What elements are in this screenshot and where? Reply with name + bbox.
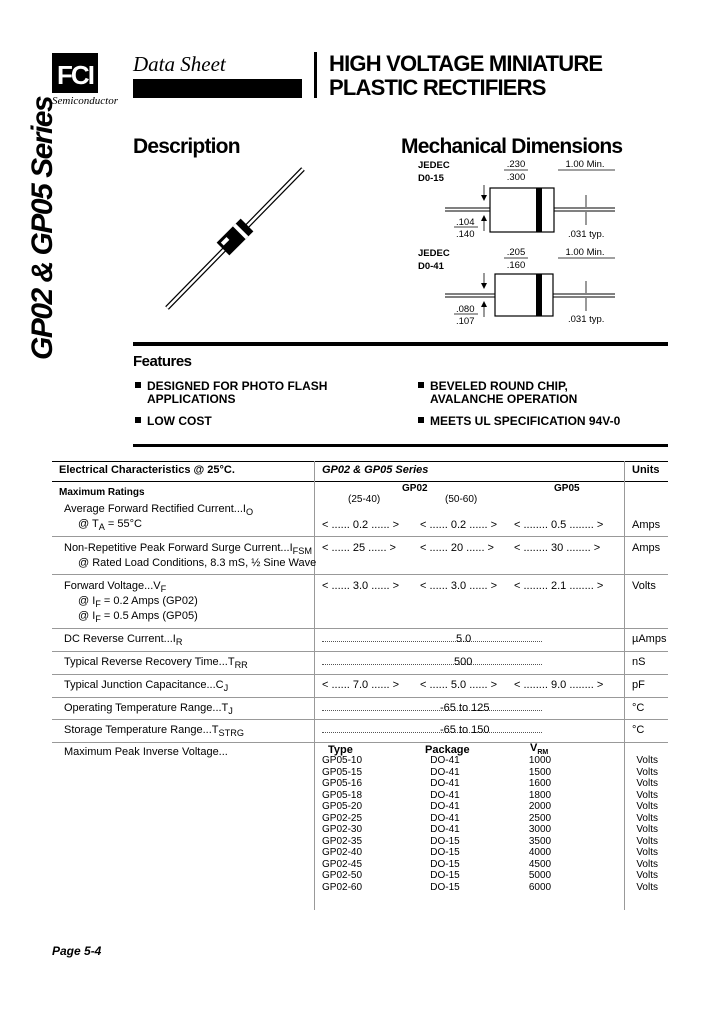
- row-condition: @ $I_F = 0.5$ Amps (GP05): [78, 610, 198, 625]
- bullet-icon: [135, 417, 141, 423]
- do15-len-b: .300: [506, 172, 526, 183]
- mpiv-type: GP02-50: [322, 870, 363, 881]
- mpiv-row: [322, 824, 658, 836]
- row-condition: @ $T_A = 55^\circ C$: [78, 518, 142, 533]
- header-bar: [133, 79, 302, 98]
- feature-item: BEVELED ROUND CHIP, AVALANCHE OPERATION: [418, 380, 577, 406]
- value-gp02-b: < ...... 5.0 ...... >: [420, 679, 498, 691]
- page-title: [329, 52, 602, 100]
- mpiv-row: [322, 755, 658, 767]
- do41-name: D0-41: [418, 261, 444, 272]
- value-gp05: < ........ 30 ........ >: [514, 542, 601, 554]
- mpiv-package: DO-15: [430, 858, 460, 870]
- mpiv-type: GP02-35: [322, 835, 363, 847]
- logo-text: FCI: [57, 60, 93, 90]
- mpiv-v: 5000: [528, 870, 552, 881]
- row-label: Average Forward Rectified $Current...I_O$: [64, 503, 254, 518]
- do41-len-b: .160: [506, 260, 526, 271]
- mpiv-row: [322, 836, 658, 848]
- feature-item: DESIGNED FOR PHOTO FLASH APPLICATIONS: [135, 380, 327, 406]
- value-single: 500: [454, 656, 473, 668]
- mpiv-v: 3500: [528, 835, 552, 847]
- leader-dots: [322, 698, 542, 711]
- do41-dia-a: .080: [456, 304, 475, 315]
- mpiv-v: 1600: [528, 778, 552, 789]
- mpiv-row: [322, 778, 658, 790]
- row-label: Typical Junction $Capacitance...C_J$: [64, 679, 229, 694]
- mpiv-v: 2500: [528, 812, 552, 824]
- value-gp02-a: < ...... 0.2 ...... >: [322, 519, 400, 531]
- title-line-2: PLASTIC RECTIFIERS: [329, 75, 546, 100]
- do15-dia-a: .104: [456, 217, 475, 228]
- mpiv-row: [322, 882, 658, 894]
- value-single: 5.0: [456, 633, 472, 645]
- table-series: GP02 & GP05 Series: [322, 464, 429, 476]
- mpiv-v: 4500: [528, 858, 552, 870]
- mpiv-unit: Volts: [636, 755, 658, 766]
- mpiv-v: 1800: [528, 789, 552, 801]
- logo-subtitle: Semiconductor: [52, 95, 118, 107]
- mpiv-table: [322, 755, 658, 893]
- unit: Volts: [632, 580, 656, 592]
- mpiv-v: 1500: [528, 766, 552, 778]
- do15-package: JEDEC: [418, 160, 450, 171]
- row-label: Non-Repetitive Peak Forward Surge $Current...I_{FSM}$: [64, 542, 312, 557]
- mpiv-type: GP05-20: [322, 801, 363, 812]
- leader-dots: [322, 652, 542, 665]
- value-gp02-a: < ...... 7.0 ...... >: [322, 679, 400, 691]
- do41-package: JEDEC: [418, 248, 450, 259]
- col-type: Type: [328, 744, 353, 756]
- mpiv-type: GP05-10: [322, 755, 363, 766]
- value-gp02-b: < ...... 20 ...... >: [420, 542, 494, 554]
- value-gp05: < ........ 2.1 ........ >: [514, 580, 604, 592]
- mpiv-type: GP05-18: [322, 789, 363, 801]
- mpiv-package: DO-41: [430, 824, 460, 835]
- title-line-1: HIGH VOLTAGE MINIATURE: [329, 51, 603, 76]
- mpiv-label: Maximum Peak Inverse Voltage...: [64, 746, 228, 758]
- max-ratings-label: Maximum Ratings: [59, 487, 145, 498]
- do41-len-a: .205: [506, 247, 526, 258]
- features-divider: [133, 444, 668, 447]
- mpiv-unit: Volts: [636, 789, 658, 801]
- do15-lead-dia: .031 typ.: [568, 229, 605, 240]
- mpiv-row: [322, 790, 658, 802]
- mpiv-unit: Volts: [636, 801, 658, 812]
- unit: nS: [632, 656, 646, 668]
- leader-dots: [322, 720, 542, 733]
- leader-dots: [322, 629, 542, 642]
- mpiv-row: [322, 801, 658, 813]
- do41-dia-b: .107: [456, 316, 475, 327]
- col-package: Package: [425, 744, 470, 756]
- feature-item: LOW COST: [135, 415, 212, 428]
- mpiv-unit: Volts: [636, 870, 658, 881]
- bullet-icon: [135, 382, 141, 388]
- gp05-header: GP05: [554, 483, 580, 494]
- mechanical-heading: Mechanical Dimensions: [401, 135, 623, 158]
- features-heading: Features: [133, 353, 192, 370]
- row-label: Forward $Voltage...V_F$: [64, 580, 167, 595]
- mpiv-type: GP05-15: [322, 766, 363, 778]
- mpiv-unit: Volts: [636, 778, 658, 789]
- mpiv-package: DO-41: [430, 789, 460, 801]
- mpiv-type: GP02-30: [322, 824, 363, 835]
- mpiv-row: [322, 859, 658, 871]
- mpiv-package: DO-15: [430, 881, 460, 893]
- do15-lead-min: 1.00 Min.: [565, 159, 605, 170]
- mpiv-type: GP05-16: [322, 778, 363, 789]
- unit: °C: [632, 702, 645, 714]
- value-gp05: < ........ 9.0 ........ >: [514, 679, 604, 691]
- do15-name: D0-15: [418, 173, 444, 184]
- section-divider: [133, 342, 668, 346]
- do15-dia-b: .140: [456, 229, 475, 240]
- mpiv-type: GP02-25: [322, 812, 363, 824]
- mpiv-package: DO-41: [430, 801, 460, 812]
- value-gp02-b: < ...... 0.2 ...... >: [420, 519, 498, 531]
- fci-logo: [52, 53, 98, 93]
- row-label: Storage Temperature $Range...T_{STRG}$: [64, 724, 244, 739]
- mpiv-type: GP02-40: [322, 847, 363, 858]
- value-gp02-a: < ...... 3.0 ...... >: [322, 580, 400, 592]
- electrical-characteristics-table: [52, 461, 668, 910]
- mechanical-dimensions-drawing: [410, 155, 670, 335]
- range-50-60: (50-60): [445, 494, 478, 505]
- do15-len-a: .230: [506, 159, 526, 170]
- do41-lead-dia: .031 typ.: [568, 314, 605, 325]
- mpiv-v: 3000: [528, 824, 552, 835]
- mpiv-unit: Volts: [636, 881, 658, 893]
- row-label: DC Reverse $Current...I_R$: [64, 633, 183, 648]
- mpiv-type: GP02-45: [322, 858, 363, 870]
- mpiv-unit: Volts: [636, 824, 658, 835]
- mpiv-row: [322, 767, 658, 779]
- unit: °C: [632, 724, 645, 736]
- col-vrm: $V_{RM}$: [530, 742, 549, 757]
- mpiv-row: [322, 870, 658, 882]
- bullet-icon: [418, 417, 424, 423]
- unit: pF: [632, 679, 645, 691]
- mpiv-package: DO-15: [430, 847, 460, 858]
- row-condition: @ Rated Load Conditions, 8.3 mS, ½ Sine Wave: [78, 557, 317, 569]
- description-heading: Description: [133, 135, 240, 158]
- mpiv-unit: Volts: [636, 847, 658, 858]
- mpiv-unit: Volts: [636, 766, 658, 778]
- mpiv-unit: Volts: [636, 858, 658, 870]
- mpiv-package: DO-15: [430, 870, 460, 881]
- unit: µAmps: [632, 633, 667, 645]
- row-condition: @ $I_F = 0.2$ Amps (GP02): [78, 595, 198, 610]
- unit: Amps: [632, 519, 661, 531]
- mpiv-v: 4000: [528, 847, 552, 858]
- do41-lead-min: 1.00 Min.: [565, 247, 605, 258]
- value-gp02-a: < ...... 25 ...... >: [322, 542, 396, 554]
- value-gp05: < ........ 0.5 ........ >: [514, 519, 604, 531]
- row-label: Operating Temperature $Range...T_J$: [64, 702, 233, 717]
- mpiv-package: DO-41: [430, 755, 460, 766]
- mpiv-unit: Volts: [636, 835, 658, 847]
- value-gp02-b: < ...... 3.0 ...... >: [420, 580, 498, 592]
- table-title: Electrical Characteristics @ 25°C.: [59, 464, 235, 476]
- mpiv-package: DO-15: [430, 835, 460, 847]
- bullet-icon: [418, 382, 424, 388]
- mpiv-v: 2000: [528, 801, 552, 812]
- mpiv-unit: Volts: [636, 812, 658, 824]
- unit: Amps: [632, 542, 661, 554]
- diode-illustration: [160, 165, 310, 315]
- range-25-40: (25-40): [348, 494, 381, 505]
- mpiv-package: DO-41: [430, 812, 460, 824]
- mpiv-package: DO-41: [430, 778, 460, 789]
- doc-type-label: Data Sheet: [133, 52, 226, 76]
- mpiv-row: [322, 813, 658, 825]
- mpiv-type: GP02-60: [322, 881, 363, 893]
- gp02-header: GP02: [402, 483, 428, 494]
- mpiv-v: 1000: [528, 755, 552, 766]
- series-side-title: GP02 & GP05 Series: [26, 96, 59, 360]
- page-number: Page 5-4: [52, 944, 102, 958]
- value-single: -65 to 125: [440, 702, 490, 714]
- mpiv-package: DO-41: [430, 766, 460, 778]
- value-single: -65 to 150: [440, 724, 490, 736]
- units-header: Units: [632, 464, 660, 476]
- header-divider: [314, 52, 317, 98]
- row-label: Typical Reverse Recovery $Time...T_{RR}$: [64, 656, 248, 671]
- mpiv-v: 6000: [528, 881, 552, 893]
- mpiv-row: [322, 847, 658, 859]
- feature-item: MEETS UL SPECIFICATION 94V-0: [418, 415, 620, 428]
